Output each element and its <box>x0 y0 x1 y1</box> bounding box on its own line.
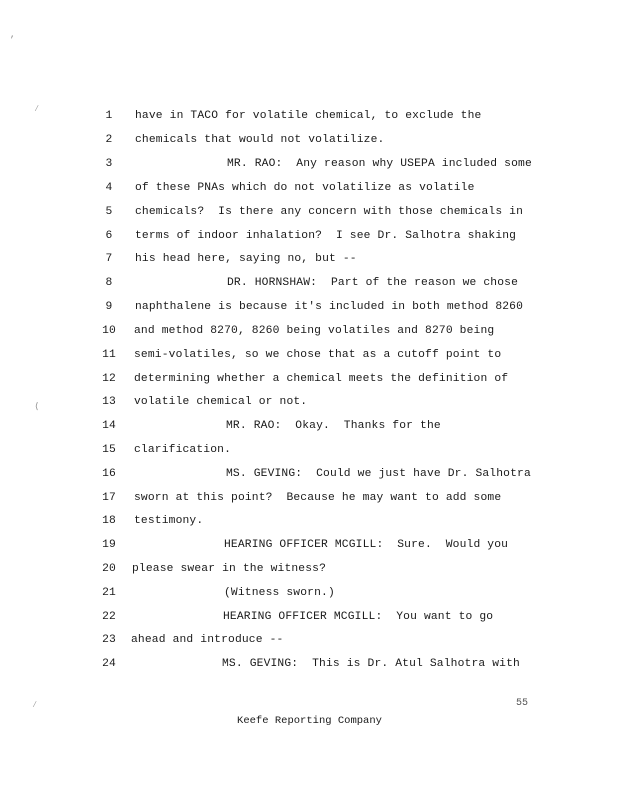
transcript-line <box>0 206 619 226</box>
line-number: 7 <box>105 253 113 265</box>
line-text: clarification. <box>134 444 232 456</box>
line-text: DR. HORNSHAW: Part of the reason we chose <box>227 277 519 289</box>
transcript-line <box>0 253 619 273</box>
line-number: 15 <box>102 444 116 456</box>
line-text: naphthalene is because it's included in both method 8260 <box>135 301 524 313</box>
line-number: 12 <box>102 373 116 385</box>
transcript-line <box>0 587 619 607</box>
line-number: 21 <box>102 587 116 599</box>
line-number: 17 <box>102 492 116 504</box>
line-text: volatile chemical or not. <box>134 396 308 408</box>
line-number: 24 <box>102 658 116 670</box>
line-number: 13 <box>102 396 116 408</box>
line-number: 5 <box>105 206 113 218</box>
transcript-line <box>0 468 619 488</box>
transcript-line <box>0 444 619 464</box>
scan-mark: ∕ <box>34 104 40 114</box>
line-number: 11 <box>102 349 116 361</box>
transcript-line <box>0 110 619 130</box>
transcript-line <box>0 396 619 416</box>
line-text: terms of indoor inhalation? I see Dr. Salhotra shaking <box>135 230 517 242</box>
page-number: 55 <box>516 698 529 709</box>
transcript-line <box>0 563 619 583</box>
transcript-line <box>0 539 619 559</box>
line-text: determining whether a chemical meets the definition of <box>134 373 509 385</box>
scan-mark: ⟨ <box>34 402 40 412</box>
transcript-line <box>0 230 619 250</box>
transcript-line <box>0 277 619 297</box>
line-number: 8 <box>105 277 113 289</box>
line-number: 16 <box>102 468 116 480</box>
line-number: 14 <box>102 420 116 432</box>
line-number: 3 <box>105 158 113 170</box>
line-number: 22 <box>102 611 116 623</box>
scan-mark: , <box>10 30 16 40</box>
line-number: 19 <box>102 539 116 551</box>
line-number: 1 <box>105 110 113 122</box>
transcript-line <box>0 182 619 202</box>
line-text: MS. GEVING: Could we just have Dr. Salhotra <box>226 468 531 480</box>
line-text: of these PNAs which do not volatilize as volatile <box>135 182 475 194</box>
line-text: his head here, saying no, but -- <box>135 253 357 265</box>
transcript-line <box>0 158 619 178</box>
transcript-line <box>0 373 619 393</box>
line-text: chemicals that would not volatilize. <box>135 134 385 146</box>
line-text: HEARING OFFICER MCGILL: Sure. Would you <box>224 539 509 551</box>
line-text: MS. GEVING: This is Dr. Atul Salhotra with <box>222 658 520 670</box>
transcript-line <box>0 634 619 654</box>
line-number: 2 <box>105 134 113 146</box>
line-text: semi-volatiles, so we chose that as a cutoff point to <box>134 349 502 361</box>
transcript-line <box>0 515 619 535</box>
line-text: HEARING OFFICER MCGILL: You want to go <box>223 611 494 623</box>
line-number: 4 <box>105 182 113 194</box>
scan-mark: ∕ <box>32 700 38 710</box>
transcript-line <box>0 658 619 678</box>
line-text: sworn at this point? Because he may want to add some <box>134 492 502 504</box>
line-text: and method 8270, 8260 being volatiles and 8270 being <box>134 325 495 337</box>
line-text: MR. RAO: Any reason why USEPA included some <box>227 158 532 170</box>
line-number: 6 <box>105 230 113 242</box>
transcript-line <box>0 134 619 154</box>
transcript-line <box>0 420 619 440</box>
reporting-company: Keefe Reporting Company <box>237 715 382 727</box>
line-number: 20 <box>102 563 116 575</box>
transcript-line <box>0 349 619 369</box>
line-number: 18 <box>102 515 116 527</box>
line-text: chemicals? Is there any concern with those chemicals in <box>135 206 524 218</box>
line-text: have in TACO for volatile chemical, to exclude the <box>135 110 482 122</box>
line-text: MR. RAO: Okay. Thanks for the <box>226 420 441 432</box>
line-text: (Witness sworn.) <box>224 587 335 599</box>
line-text: please swear in the witness? <box>132 563 327 575</box>
transcript-line <box>0 611 619 631</box>
transcript-line <box>0 301 619 321</box>
line-text: testimony. <box>134 515 204 527</box>
line-number: 9 <box>105 301 113 313</box>
transcript-line <box>0 325 619 345</box>
line-number: 10 <box>102 325 116 337</box>
transcript-line <box>0 492 619 512</box>
line-text: ahead and introduce -- <box>131 634 284 646</box>
line-number: 23 <box>102 634 116 646</box>
